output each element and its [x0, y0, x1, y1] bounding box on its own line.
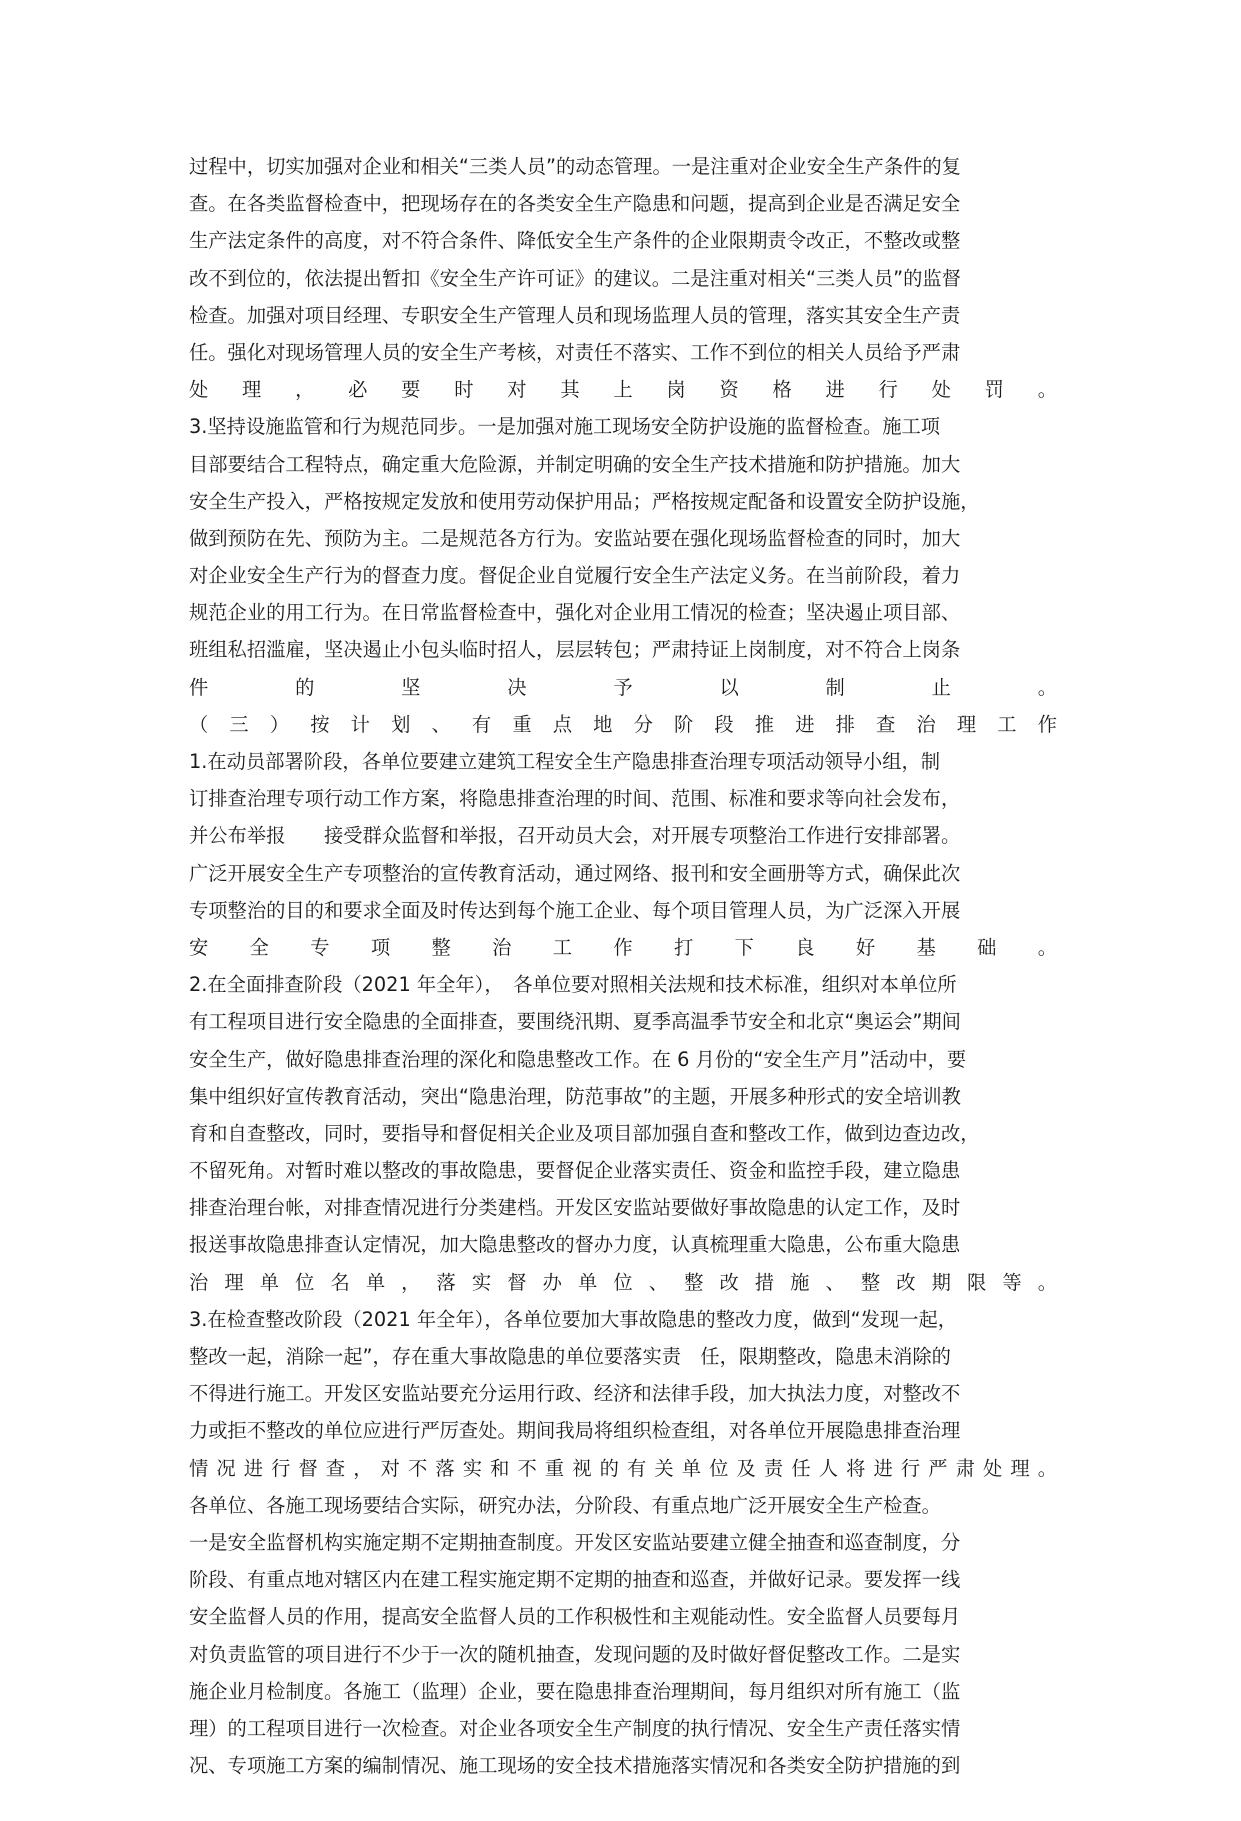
- text-line: 班组私招滥雇，坚决遏止小包头临时招人，层层转包；严肃持证上岗制度，对不符合上岗条: [189, 638, 961, 662]
- text-line: 育和自查整改，同时，要指导和督促相关企业及项目部加强自查和整改工作，做到边查边改，: [189, 1121, 980, 1145]
- text-line: 查。在各类监督检查中，把现场存在的各类安全生产隐患和问题，提高到企业是否满足安全: [189, 192, 961, 216]
- text-line: 3.在检查整改阶段（2021 年全年），各单位要加大事故隐患的整改力度，做到“发现一起，: [189, 1307, 958, 1331]
- text-line: 施企业月检制度。各施工（监理）企业，要在隐患排查治理期间，每月组织对所有施工（监: [189, 1679, 961, 1703]
- text-line: 规范企业的用工行为。在日常监督检查中，强化对企业用工情况的检查；坚决遏止项目部、: [189, 601, 961, 625]
- text-line: 3.坚持设施监管和行为规范同步。一是加强对施工现场安全防护设施的监督检查。施工项: [189, 415, 941, 439]
- text-line: 检查。加强对项目经理、专职安全生产管理人员和现场监理人员的管理，落实其安全生产责: [189, 303, 961, 327]
- text-line: 阶段、有重点地对辖区内在建工程实施定期不定期的抽查和巡查，并做好记录。要发挥一线: [189, 1568, 961, 1592]
- text-line: 有工程项目进行安全隐患的全面排查，要围绕汛期、夏季高温季节安全和北京“奥运会”期间: [189, 1010, 961, 1034]
- text-line: 专项整治的目的和要求全面及时传达到每个施工企业、每个项目管理人员，为广泛深入开展: [189, 898, 961, 922]
- text-line: 情况进行督查，对不落实和不重视的有关单位及责任人将进行严肃处理。: [189, 1456, 1057, 1480]
- text-line: [189, 1784, 1057, 1821]
- text-line: 各单位、各施工现场要结合实际，研究办法，分阶段、有重点地广泛开展安全生产检查。: [189, 1493, 941, 1517]
- text-line: 2.在全面排查阶段（2021 年全年）， 各单位要对照相关法规和技术标准，组织对本单位所: [189, 973, 957, 997]
- text-line: 过程中，切实加强对企业和相关“三类人员”的动态管理。一是注重对企业安全生产条件的复: [189, 155, 961, 178]
- text-line: 整改一起，消除一起”，存在重大事故隐患的单位要落实责 任，限期整改，隐患未消除的: [189, 1345, 951, 1368]
- text-line: 广泛开展安全生产专项整治的宣传教育活动，通过网络、报刊和安全画册等方式，确保此次: [189, 861, 961, 885]
- text-line: 排查治理台帐，对排查情况进行分类建档。开发区安监站要做好事故隐患的认定工作，及时: [189, 1196, 961, 1220]
- text-line: 理）的工程项目进行一次检查。对企业各项安全生产制度的执行情况、安全生产责任落实情: [189, 1716, 961, 1740]
- text-line: 做到预防在先、预防为主。二是规范各方行为。安监站要在强化现场监督检查的同时，加大: [189, 526, 961, 550]
- text-line: 报送事故隐患排查认定情况，加大隐患整改的督办力度，认真梳理重大隐患，公布重大隐患: [189, 1233, 961, 1257]
- text-line: 不留死角。对暂时难以整改的事故隐患，要督促企业落实责任、资金和监控手段，建立隐患: [189, 1159, 961, 1183]
- text-line: 订排查治理专项行动工作方案，将隐患排查治理的时间、范围、标准和要求等向社会发布，: [189, 787, 961, 811]
- text-line: 一是安全监督机构实施定期不定期抽查制度。开发区安监站要建立健全抽查和巡查制度，分: [189, 1530, 961, 1554]
- text-line: 改不到位的，依法提出暂扣《安全生产许可证》的建议。二是注重对相关“三类人员”的监督: [189, 266, 961, 290]
- text-line: 对企业安全生产行为的督查力度。督促企业自觉履行安全生产法定义务。在当前阶段，着力: [189, 564, 961, 588]
- text-line: 治理单位名单，落实督办单位、整改措施、整改期限等。: [189, 1270, 1057, 1294]
- text-line: 任。强化对现场管理人员的安全生产考核，对责任不落实、工作不到位的相关人员给予严肃: [189, 340, 961, 364]
- text-line: 况、专项施工方案的编制情况、施工现场的安全技术措施落实情况和各类安全防护措施的到: [189, 1754, 961, 1778]
- text-line: 生产法定条件的高度，对不符合条件、降低安全生产条件的企业限期责令改正，不整改或整: [189, 229, 961, 253]
- text-line: 处理，必要时对其上岗资格进行处罚。: [189, 378, 1057, 402]
- text-line: 并公布举报 接受群众监督和举报，召开动员大会，对开展专项整治工作进行安排部署。: [189, 824, 961, 848]
- text-line: 不得进行施工。开发区安监站要充分运用行政、经济和法律手段，加大执法力度，对整改不: [189, 1382, 961, 1406]
- text-line: 1.在动员部署阶段，各单位要建立建筑工程安全生产隐患排查治理专项活动领导小组，制: [189, 750, 941, 773]
- text-line: 安全生产投入，严格按规定发放和使用劳动保护用品；严格按规定配备和设置安全防护设施，: [189, 489, 980, 513]
- body-text: [189, 148, 1057, 1821]
- text-line: 力或拒不整改的单位应进行严厉查处。期间我局将组织检查组，对各单位开展隐患排查治理: [189, 1419, 961, 1443]
- text-line: 对负责监管的项目进行不少于一次的随机抽查，发现问题的及时做好督促整改工作。二是实: [189, 1642, 961, 1666]
- text-line: 目部要结合工程特点，确定重大危险源，并制定明确的安全生产技术措施和防护措施。加大: [189, 452, 961, 476]
- text-line: 安全监督人员的作用，提高安全监督人员的工作积极性和主观能动性。安全监督人员要每月: [189, 1605, 961, 1629]
- text-line: 集中组织好宣传教育活动，突出“隐患治理，防范事故”的主题，开展多种形式的安全培训教: [189, 1084, 961, 1108]
- text-line: 安全生产，做好隐患排查治理的深化和隐患整改工作。在 6 月份的“安全生产月”活动中，要: [189, 1047, 967, 1071]
- text-line: 安全专项整治工作打下良好基础。: [189, 935, 1057, 959]
- text-line: 件的坚决予以制止。: [189, 675, 1057, 699]
- section-heading: （三）按计划、有重点地分阶段推进排查治理工作: [189, 712, 1057, 736]
